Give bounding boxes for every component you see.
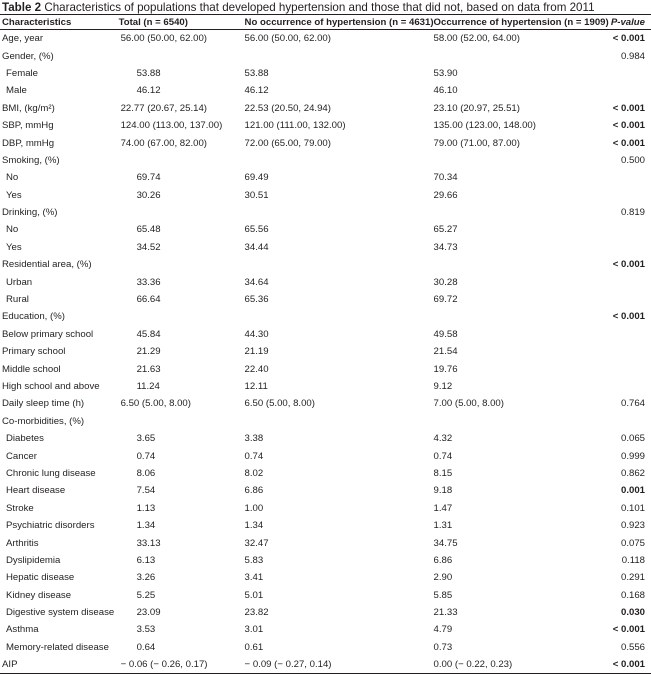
p-value-cell: < 0.001 (612, 137, 645, 149)
p-value-cell (611, 169, 651, 186)
occurrence-cell: 46.10 (433, 85, 458, 97)
total-cell: 74.00 (67.00, 82.00) (120, 137, 207, 149)
header-characteristics: Characteristics (0, 15, 119, 30)
table-label: Table 2 (2, 1, 42, 14)
table-row (0, 100, 651, 117)
occurrence-cell: 65.27 (433, 224, 458, 236)
occurrence-cell: 135.00 (123.00, 148.00) (433, 120, 536, 132)
p-value-cell: 0.065 (620, 433, 645, 445)
occurrence-cell: 70.34 (433, 172, 458, 184)
occurrence-cell (434, 152, 611, 169)
characteristics-table (0, 14, 651, 674)
no-occurrence-cell: 21.19 (244, 346, 269, 358)
no-occurrence-cell: 30.51 (244, 189, 269, 201)
no-occurrence-cell: 22.40 (244, 363, 269, 375)
occurrence-cell: 21.54 (433, 346, 458, 358)
table-row (0, 395, 651, 412)
table-row (0, 65, 651, 82)
p-value-cell: 0.075 (620, 537, 645, 549)
table-caption (2, 0, 595, 15)
p-value-cell: 0.984 (620, 50, 645, 62)
no-occurrence-cell (245, 308, 434, 325)
total-cell: 69.74 (136, 172, 161, 184)
no-occurrence-cell: 8.02 (244, 467, 264, 479)
occurrence-cell: 4.32 (433, 433, 453, 445)
no-occurrence-cell: 3.38 (244, 433, 264, 445)
table-row (0, 447, 651, 464)
no-occurrence-cell (245, 47, 434, 64)
no-occurrence-cell: 32.47 (244, 537, 269, 549)
table-row (0, 204, 651, 221)
occurrence-cell: 49.58 (433, 328, 458, 340)
header-p-value: P-value (611, 15, 651, 30)
table-row (0, 117, 651, 134)
occurrence-cell: 34.75 (433, 537, 458, 549)
table-row (0, 326, 651, 343)
p-value-cell (611, 343, 651, 360)
row-label: High school and above (2, 381, 100, 392)
no-occurrence-cell: 56.00 (50.00, 62.00) (244, 33, 331, 45)
no-occurrence-cell: 0.74 (244, 450, 264, 462)
p-value-cell (611, 239, 651, 256)
p-value-cell (611, 360, 651, 377)
occurrence-cell: 30.28 (433, 276, 458, 288)
occurrence-cell: 8.15 (433, 467, 453, 479)
p-value-cell (611, 82, 651, 99)
row-label: DBP, mmHg (2, 137, 55, 149)
occurrence-cell: 58.00 (52.00, 64.00) (433, 33, 520, 45)
p-value-cell (611, 65, 651, 82)
total-cell: 46.12 (136, 85, 161, 97)
p-value-cell (611, 221, 651, 238)
table-row (0, 465, 651, 482)
row-label: Stroke (6, 502, 34, 514)
occurrence-cell (434, 308, 611, 325)
total-cell: 124.00 (113.00, 137.00) (120, 120, 223, 132)
no-occurrence-cell: 34.64 (244, 276, 269, 288)
p-value-cell (611, 187, 651, 204)
row-label: Hepatic disease (6, 572, 75, 584)
no-occurrence-cell: 23.82 (244, 607, 269, 619)
p-value-cell: < 0.001 (612, 624, 645, 636)
p-value-cell: 0.999 (620, 450, 645, 462)
no-occurrence-cell: 3.41 (244, 572, 264, 584)
p-value-cell: 0.030 (620, 607, 645, 619)
total-cell (119, 204, 245, 221)
table-row (0, 621, 651, 638)
no-occurrence-cell: 1.00 (244, 502, 264, 514)
no-occurrence-cell: 22.53 (20.50, 24.94) (244, 102, 331, 114)
row-label: Female (6, 67, 38, 79)
no-occurrence-cell: 121.00 (111.00, 132.00) (244, 120, 346, 132)
p-value-cell (611, 326, 651, 343)
row-label: Male (6, 85, 27, 97)
no-occurrence-cell: 3.01 (244, 624, 264, 636)
row-label: Age, year (2, 33, 44, 45)
no-occurrence-cell: 53.88 (244, 67, 269, 79)
p-value-cell: 0.168 (620, 589, 645, 601)
total-cell: 45.84 (136, 328, 161, 340)
total-cell (119, 152, 245, 169)
row-label: Memory-related disease (6, 641, 109, 653)
table-row (0, 360, 651, 377)
total-cell (119, 256, 245, 273)
occurrence-cell: 79.00 (71.00, 87.00) (433, 137, 520, 149)
table-row (0, 430, 651, 447)
row-label: Gender, (%) (2, 50, 54, 62)
row-label: Residential area, (%) (2, 259, 92, 271)
row-label: SBP, mmHg (2, 120, 54, 132)
table-title: Characteristics of populations that developed hypertension and those that did not, based on data from 2011 (44, 1, 595, 14)
no-occurrence-cell: 1.34 (244, 520, 264, 532)
total-cell: 21.63 (136, 363, 161, 375)
p-value-cell: 0.556 (620, 641, 645, 653)
row-label: Asthma (6, 624, 39, 636)
row-label: Digestive system disease (6, 607, 115, 619)
no-occurrence-cell: 72.00 (65.00, 79.00) (244, 137, 331, 149)
total-cell: 11.24 (136, 381, 160, 392)
no-occurrence-cell: 5.83 (244, 554, 264, 566)
p-value-cell (611, 413, 651, 430)
header-total: Total (n = 6540) (119, 15, 245, 30)
total-cell: 34.52 (136, 241, 161, 253)
row-label: Kidney disease (6, 589, 72, 601)
table-row (0, 134, 651, 151)
total-cell: 0.64 (136, 641, 156, 653)
row-label: Below primary school (2, 328, 94, 340)
occurrence-cell: 53.90 (433, 67, 458, 79)
table-row (0, 273, 651, 290)
table-row (0, 308, 651, 325)
table-row (0, 656, 651, 674)
total-cell: 23.09 (136, 607, 161, 619)
total-cell: 0.74 (136, 450, 156, 462)
occurrence-cell: 21.33 (433, 607, 458, 619)
occurrence-cell: 19.76 (433, 363, 458, 375)
no-occurrence-cell (245, 413, 434, 430)
total-cell: 30.26 (136, 189, 161, 201)
row-label: Smoking, (%) (2, 154, 60, 166)
p-value-cell: 0.764 (620, 398, 645, 410)
row-label: Education, (%) (2, 311, 65, 323)
total-cell: 66.64 (136, 294, 161, 306)
total-cell: 22.77 (20.67, 25.14) (120, 102, 207, 114)
total-cell: 21.29 (136, 346, 161, 358)
table-row (0, 517, 651, 534)
occurrence-cell: 34.73 (433, 241, 458, 253)
p-value-cell (611, 291, 651, 308)
occurrence-cell: 9.12 (433, 381, 453, 392)
total-cell: − 0.06 (− 0.26, 0.17) (119, 656, 245, 674)
table-row (0, 30, 651, 48)
p-value-cell: 0.862 (620, 467, 645, 479)
total-cell: 3.53 (136, 624, 156, 636)
occurrence-cell: 4.79 (433, 624, 453, 636)
no-occurrence-cell: 6.50 (5.00, 8.00) (244, 398, 315, 410)
row-label: Dyslipidemia (6, 554, 61, 566)
no-occurrence-cell: 44.30 (244, 328, 269, 340)
table-row (0, 552, 651, 569)
occurrence-cell: 23.10 (20.97, 25.51) (433, 102, 520, 114)
table-row (0, 47, 651, 64)
table-row (0, 587, 651, 604)
p-value-cell: < 0.001 (612, 120, 645, 132)
header-row (0, 15, 651, 30)
table-row (0, 413, 651, 430)
occurrence-cell: 1.31 (433, 520, 453, 532)
table-row (0, 221, 651, 238)
total-cell (119, 413, 245, 430)
row-label: Yes (6, 189, 22, 201)
p-value-cell: < 0.001 (612, 33, 645, 45)
no-occurrence-cell: − 0.09 (− 0.27, 0.14) (245, 656, 434, 674)
row-label: Psychiatric disorders (6, 520, 95, 532)
row-label: Arthritis (6, 537, 39, 549)
row-label: Yes (6, 241, 22, 253)
table-row (0, 152, 651, 169)
total-cell: 5.25 (136, 589, 156, 601)
table-row (0, 482, 651, 499)
row-label: Heart disease (6, 485, 66, 497)
table-row (0, 169, 651, 186)
row-label: Drinking, (%) (2, 207, 58, 219)
total-cell: 33.36 (136, 276, 161, 288)
no-occurrence-cell: 0.61 (244, 641, 264, 653)
occurrence-cell: 0.73 (433, 641, 453, 653)
p-value-cell: 0.819 (620, 207, 645, 219)
occurrence-cell: 1.47 (433, 502, 453, 514)
p-value-cell: < 0.001 (612, 102, 645, 114)
header-occurrence: Occurrence of hypertension (n = 1909) (434, 15, 611, 30)
total-cell: 3.65 (136, 433, 156, 445)
no-occurrence-cell (245, 152, 434, 169)
occurrence-cell: 0.00 (− 0.22, 0.23) (434, 656, 611, 674)
total-cell: 6.13 (136, 554, 156, 566)
table-row (0, 82, 651, 99)
occurrence-cell: 69.72 (433, 294, 458, 306)
table-row (0, 639, 651, 656)
row-label: Co-morbidities, (%) (2, 415, 85, 427)
total-cell: 33.13 (136, 537, 161, 549)
row-label: Primary school (2, 346, 66, 358)
no-occurrence-cell (245, 204, 434, 221)
p-value-cell: 0.101 (620, 502, 645, 514)
row-label: No (6, 224, 19, 236)
p-value-cell: 0.118 (621, 554, 645, 566)
table-row (0, 378, 651, 395)
row-label: Chronic lung disease (6, 467, 96, 479)
row-label: Diabetes (6, 433, 44, 445)
row-label: Rural (6, 294, 29, 306)
table-row (0, 256, 651, 273)
p-value-cell: < 0.001 (612, 311, 645, 323)
total-cell: 1.34 (136, 520, 156, 532)
total-cell (119, 47, 245, 64)
occurrence-cell: 7.00 (5.00, 8.00) (433, 398, 504, 410)
no-occurrence-cell: 65.36 (244, 294, 269, 306)
row-label: Urban (6, 276, 33, 288)
table-row (0, 500, 651, 517)
total-cell: 3.26 (136, 572, 156, 584)
no-occurrence-cell: 46.12 (244, 85, 269, 97)
p-value-cell: 0.291 (620, 572, 645, 584)
table-row (0, 604, 651, 621)
no-occurrence-cell: 69.49 (244, 172, 269, 184)
total-cell: 8.06 (136, 467, 156, 479)
p-value-cell: 0.923 (620, 520, 645, 532)
p-value-cell (611, 273, 651, 290)
total-cell: 53.88 (136, 67, 161, 79)
total-cell: 7.54 (136, 485, 156, 497)
header-no-occurrence: No occurrence of hypertension (n = 4631) (244, 16, 434, 28)
row-label: Cancer (6, 450, 37, 462)
p-value-cell (611, 378, 651, 395)
table-row (0, 187, 651, 204)
table-row (0, 239, 651, 256)
table-row (0, 291, 651, 308)
p-value-cell: < 0.001 (612, 259, 645, 271)
row-label: AIP (0, 656, 119, 674)
p-value-cell: 0.001 (620, 485, 645, 497)
no-occurrence-cell: 65.56 (244, 224, 269, 236)
no-occurrence-cell: 6.86 (244, 485, 264, 497)
occurrence-cell (434, 256, 611, 273)
occurrence-cell (434, 204, 611, 221)
total-cell: 1.13 (136, 502, 156, 514)
no-occurrence-cell: 5.01 (244, 589, 264, 601)
row-label: Daily sleep time (h) (2, 398, 85, 410)
total-cell (119, 308, 245, 325)
occurrence-cell (434, 413, 611, 430)
table-row (0, 343, 651, 360)
table-row (0, 534, 651, 551)
p-value-cell: < 0.001 (611, 656, 651, 674)
total-cell: 6.50 (5.00, 8.00) (120, 398, 191, 410)
total-cell: 65.48 (136, 224, 161, 236)
occurrence-cell: 0.74 (433, 450, 453, 462)
no-occurrence-cell: 34.44 (244, 241, 269, 253)
occurrence-cell (434, 47, 611, 64)
table-row (0, 569, 651, 586)
occurrence-cell: 6.86 (433, 554, 453, 566)
no-occurrence-cell: 12.11 (244, 381, 268, 392)
row-label: BMI, (kg/m²) (2, 102, 55, 114)
no-occurrence-cell (245, 256, 434, 273)
row-label: No (6, 172, 19, 184)
occurrence-cell: 9.18 (433, 485, 453, 497)
p-value-cell: 0.500 (620, 154, 645, 166)
occurrence-cell: 29.66 (433, 189, 458, 201)
occurrence-cell: 5.85 (433, 589, 453, 601)
row-label: Middle school (2, 363, 61, 375)
total-cell: 56.00 (50.00, 62.00) (120, 33, 207, 45)
occurrence-cell: 2.90 (433, 572, 453, 584)
